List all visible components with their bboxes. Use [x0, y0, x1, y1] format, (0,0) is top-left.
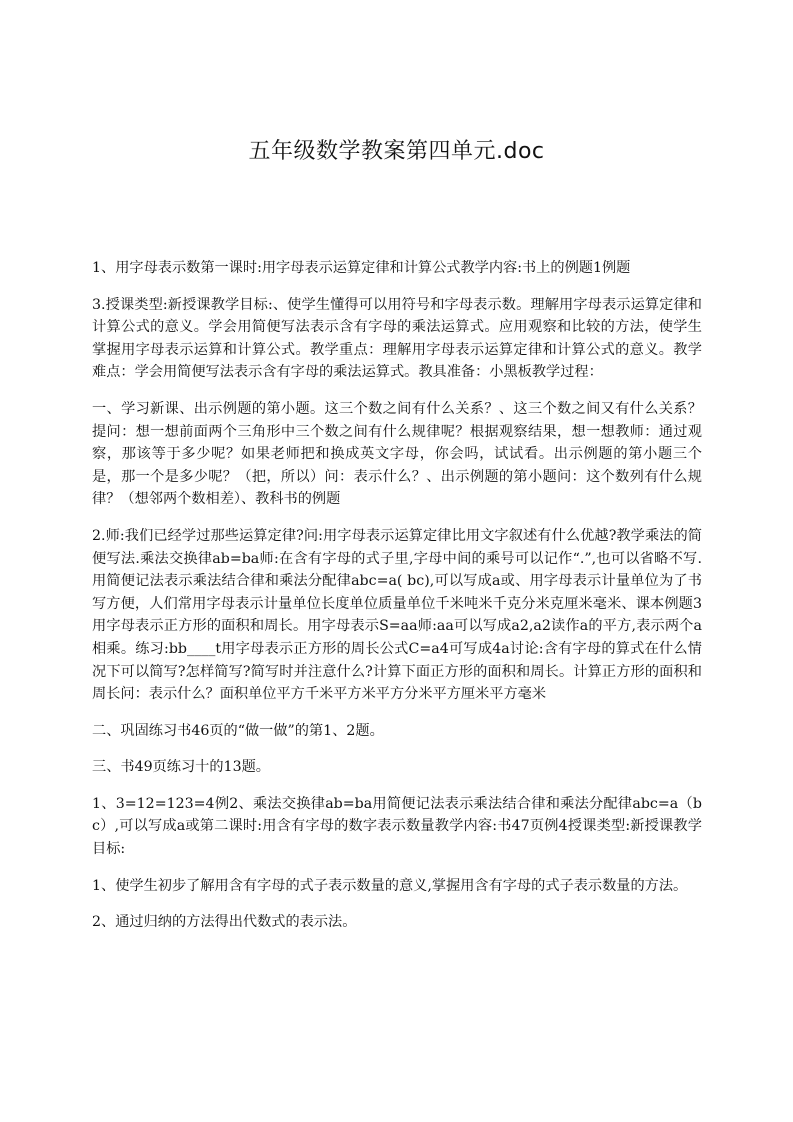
paragraph-4: 2.师:我们已经学过那些运算定律?问:用字母表示运算定律比用文字叙述有什么优越?教学乘法的简便写法.乘法交换律ab=ba师:在含有字母的式子里,字母中间的乘号可以记作“.”,也可以省略不写.用简便记法表示乘法结合律和乘法分配律abc=a( bc),可以写成a或、用字母表示计量单位为了书写方便，人们常用字母表示计量单位长度单位质量单位千米吨米千克分米克厘米毫米、课本例题3用字母表示正方形的面积和周长。用字母表示S=aa师:aa可以写成a2,a2读作a的平方,表示两个a相乘。练习:bb____t用字母表示正方形的周长公式C=a4可写成4a讨论:含有字母的算式在什么情况下可以简写?怎样简写?简写时并注意什么?计算下面正方形的面积和周长。计算正方形的面积和周长问：表示什么？面积单位平方千米平方米平方分米平方厘米平方毫米: [92, 527, 702, 703]
document-body: [92, 257, 702, 948]
paragraph-7: 1、3=12=123=4例2、乘法交换律ab=ba用简便记法表示乘法结合律和乘法分配律abc=a（bc）,可以写成a或第二课时:用含有字母的数字表示数量教学内容:书47页例4授课类型:新授课教学目标:: [92, 795, 702, 858]
document-title: 五年级数学教案第四单元.doc: [248, 139, 545, 164]
paragraph-2: 3.授课类型:新授课教学目标:、使学生懂得可以用符号和字母表示数。理解用字母表示运算定律和计算公式的意义。学会用简便写法表示含有字母的乘法运算式。应用观察和比较的方法，使学生掌握用字母表示运算和计算公式。教学重点：理解用字母表示运算定律和计算公式的意义。教学难点：学会用简便写法表示含有字母的乘法运算式。教具准备：小黑板教学过程：: [92, 296, 702, 381]
paragraph-5: 二、巩固练习书46页的“做一做”的第1、2题。: [92, 722, 384, 739]
paragraph-8: 1、使学生初步了解用含有字母的式子表示数量的意义,掌握用含有字母的式子表示数量的方法。: [92, 877, 688, 894]
paragraph-9: 2、通过归纳的方法得出代数式的表示法。: [92, 914, 357, 931]
paragraph-6: 三、书49页练习十的13题。: [92, 759, 270, 776]
paragraph-3: 一、学习新课、出示例题的第小题。这三个数之间有什么关系？、这三个数之间又有什么关系？提问：想一想前面两个三角形中三个数之间有什么规律呢？根据观察结果，想一想教师：通过观察，那该等于多少呢？如果老师把和换成英文字母，你会吗，试试看。出示例题的第小题三个是，那一个是多少呢？（把，所以）问：表示什么？、出示例题的第小题问：这个数列有什么规律？（想邻两个数相差）、教科书的例题: [92, 400, 702, 508]
paragraph-1: 1、用字母表示数第一课时:用字母表示运算定律和计算公式教学内容:书上的例题1例题: [92, 260, 631, 276]
